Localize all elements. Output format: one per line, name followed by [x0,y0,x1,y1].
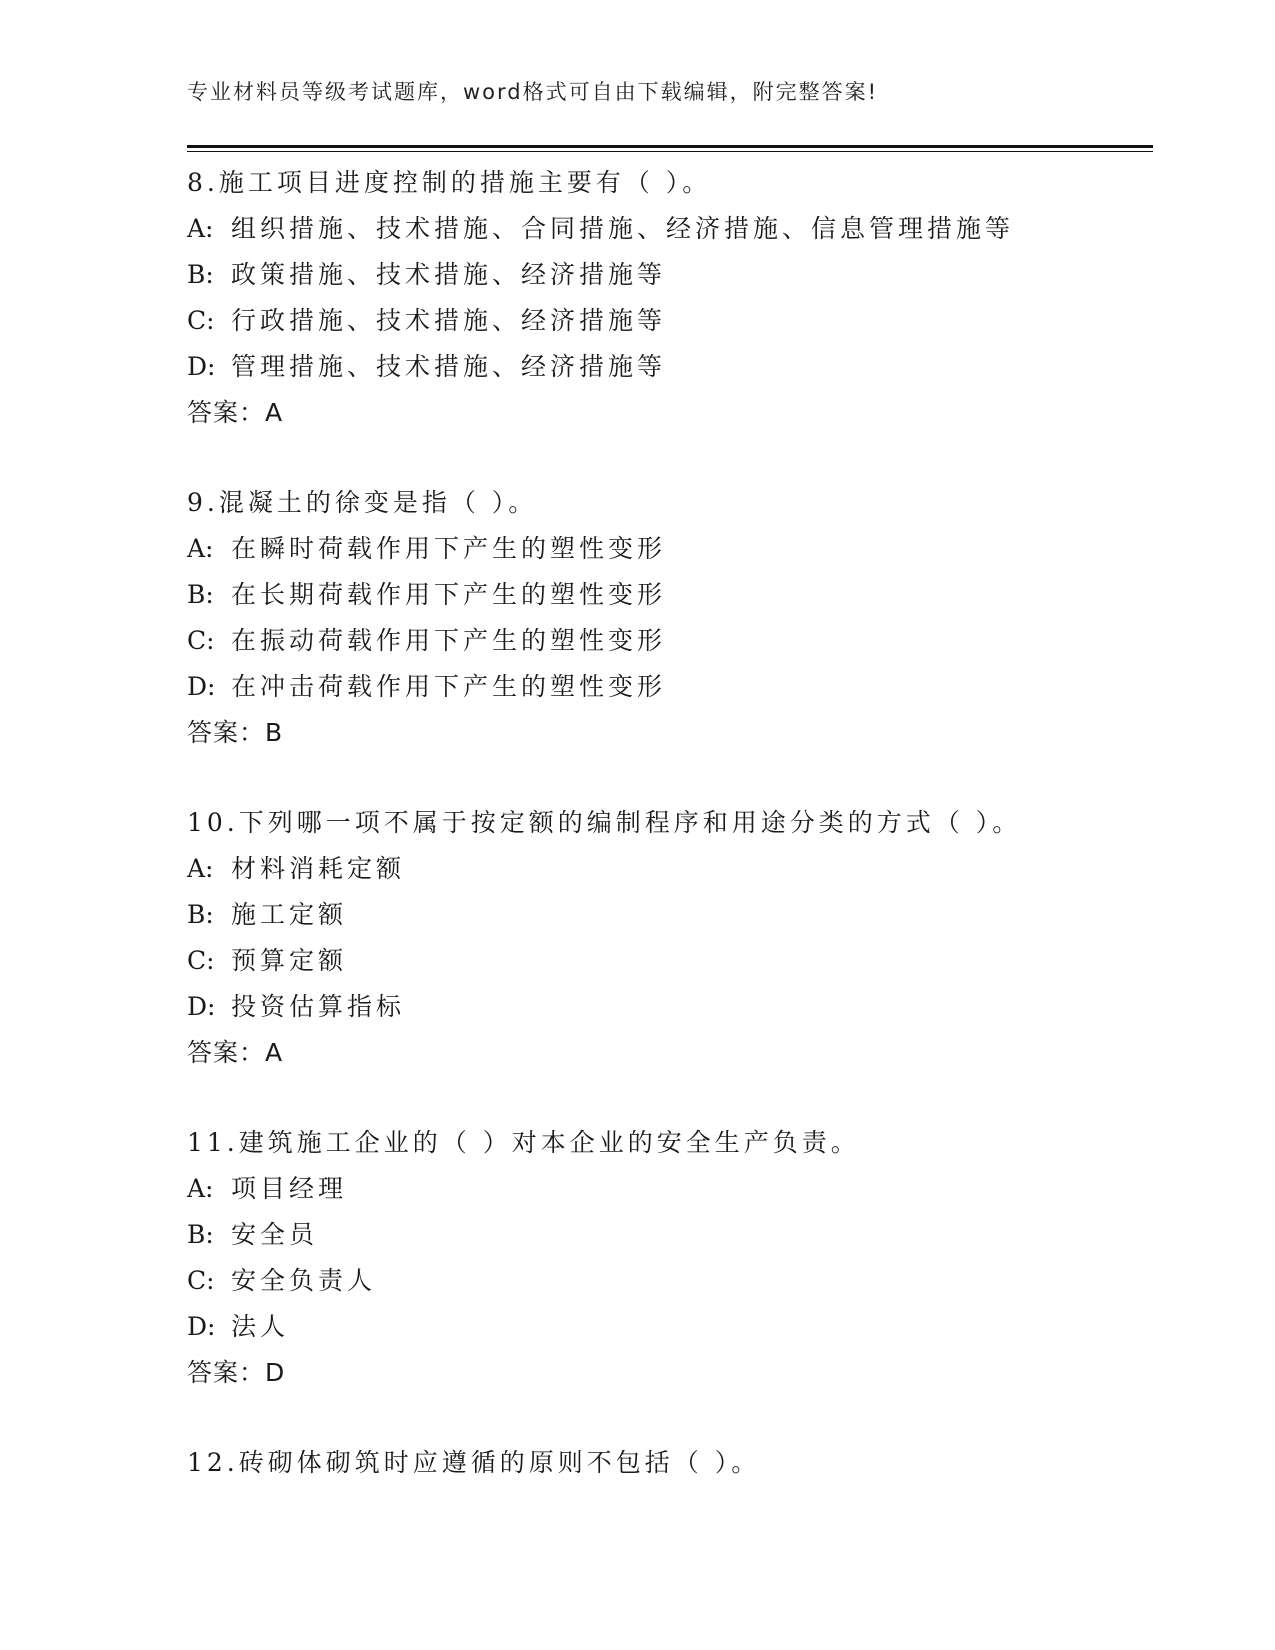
question-10 [187,800,1153,1076]
question-stem: 8.施工项目进度控制的措施主要有（ ）。 [187,168,712,197]
option-letter: C: [187,306,215,335]
option-d [187,1304,1153,1350]
question-stem: 10.下列哪一项不属于按定额的编制程序和用途分类的方式（ ）。 [187,808,1022,837]
page-header: 专业材料员等级考试题库，word格式可自由下载编辑，附完整答案! [187,80,879,104]
question-stem: 11.建筑施工企业的（ ）对本企业的安全生产负责。 [187,1128,860,1157]
option-text: 组织措施、技术措施、合同措施、经济措施、信息管理措施等 [231,214,1015,243]
option-b [187,572,1153,618]
option-letter: B: [187,580,214,609]
option-letter: D: [187,672,216,701]
option-a [187,846,1153,892]
question-stem: 12.砖砌体砌筑时应遵循的原则不包括（ ）。 [187,1448,761,1477]
option-letter: C: [187,626,215,655]
option-letter: A: [187,534,214,563]
option-letter: D: [187,992,216,1021]
answer-label: 答案：D [187,1358,286,1387]
option-text: 在瞬时荷载作用下产生的塑性变形 [231,534,667,563]
option-c [187,938,1153,984]
header-rule-thin [187,151,1153,152]
option-text: 安全负责人 [231,1266,377,1295]
option-text: 在长期荷载作用下产生的塑性变形 [231,580,667,609]
option-c [187,1258,1153,1304]
question-list [187,160,1153,1530]
question-12 [187,1440,1153,1486]
option-d [187,984,1153,1030]
option-b [187,252,1153,298]
option-a [187,1166,1153,1212]
option-letter: B: [187,1220,214,1249]
option-letter: D: [187,1312,216,1341]
option-d [187,344,1153,390]
option-text: 投资估算指标 [231,992,406,1021]
option-text: 政策措施、技术措施、经济措施等 [231,260,667,289]
option-text: 行政措施、技术措施、经济措施等 [231,306,667,335]
option-text: 施工定额 [231,900,348,929]
question-11 [187,1120,1153,1396]
option-text: 项目经理 [231,1174,348,1203]
option-letter: D: [187,352,216,381]
option-letter: A: [187,854,214,883]
answer-label: 答案：A [187,398,284,427]
option-text: 在冲击荷载作用下产生的塑性变形 [231,672,667,701]
option-text: 材料消耗定额 [231,854,406,883]
option-letter: A: [187,214,214,243]
option-b [187,892,1153,938]
option-text: 在振动荷载作用下产生的塑性变形 [231,626,667,655]
option-text: 法人 [231,1312,290,1341]
option-a [187,526,1153,572]
question-8 [187,160,1153,436]
option-b [187,1212,1153,1258]
answer-label: 答案：A [187,1038,284,1067]
option-d [187,664,1153,710]
option-c [187,618,1153,664]
option-text: 预算定额 [231,946,348,975]
option-text: 管理措施、技术措施、经济措施等 [231,352,667,381]
option-letter: B: [187,900,214,929]
question-9 [187,480,1153,756]
header-rule-thick [187,145,1153,148]
answer-label: 答案：B [187,718,284,747]
option-letter: C: [187,1266,215,1295]
option-text: 安全员 [231,1220,319,1249]
question-stem: 9.混凝土的徐变是指（ ）。 [187,488,538,517]
option-letter: C: [187,946,215,975]
option-a [187,206,1153,252]
option-letter: B: [187,260,214,289]
option-c [187,298,1153,344]
option-letter: A: [187,1174,214,1203]
